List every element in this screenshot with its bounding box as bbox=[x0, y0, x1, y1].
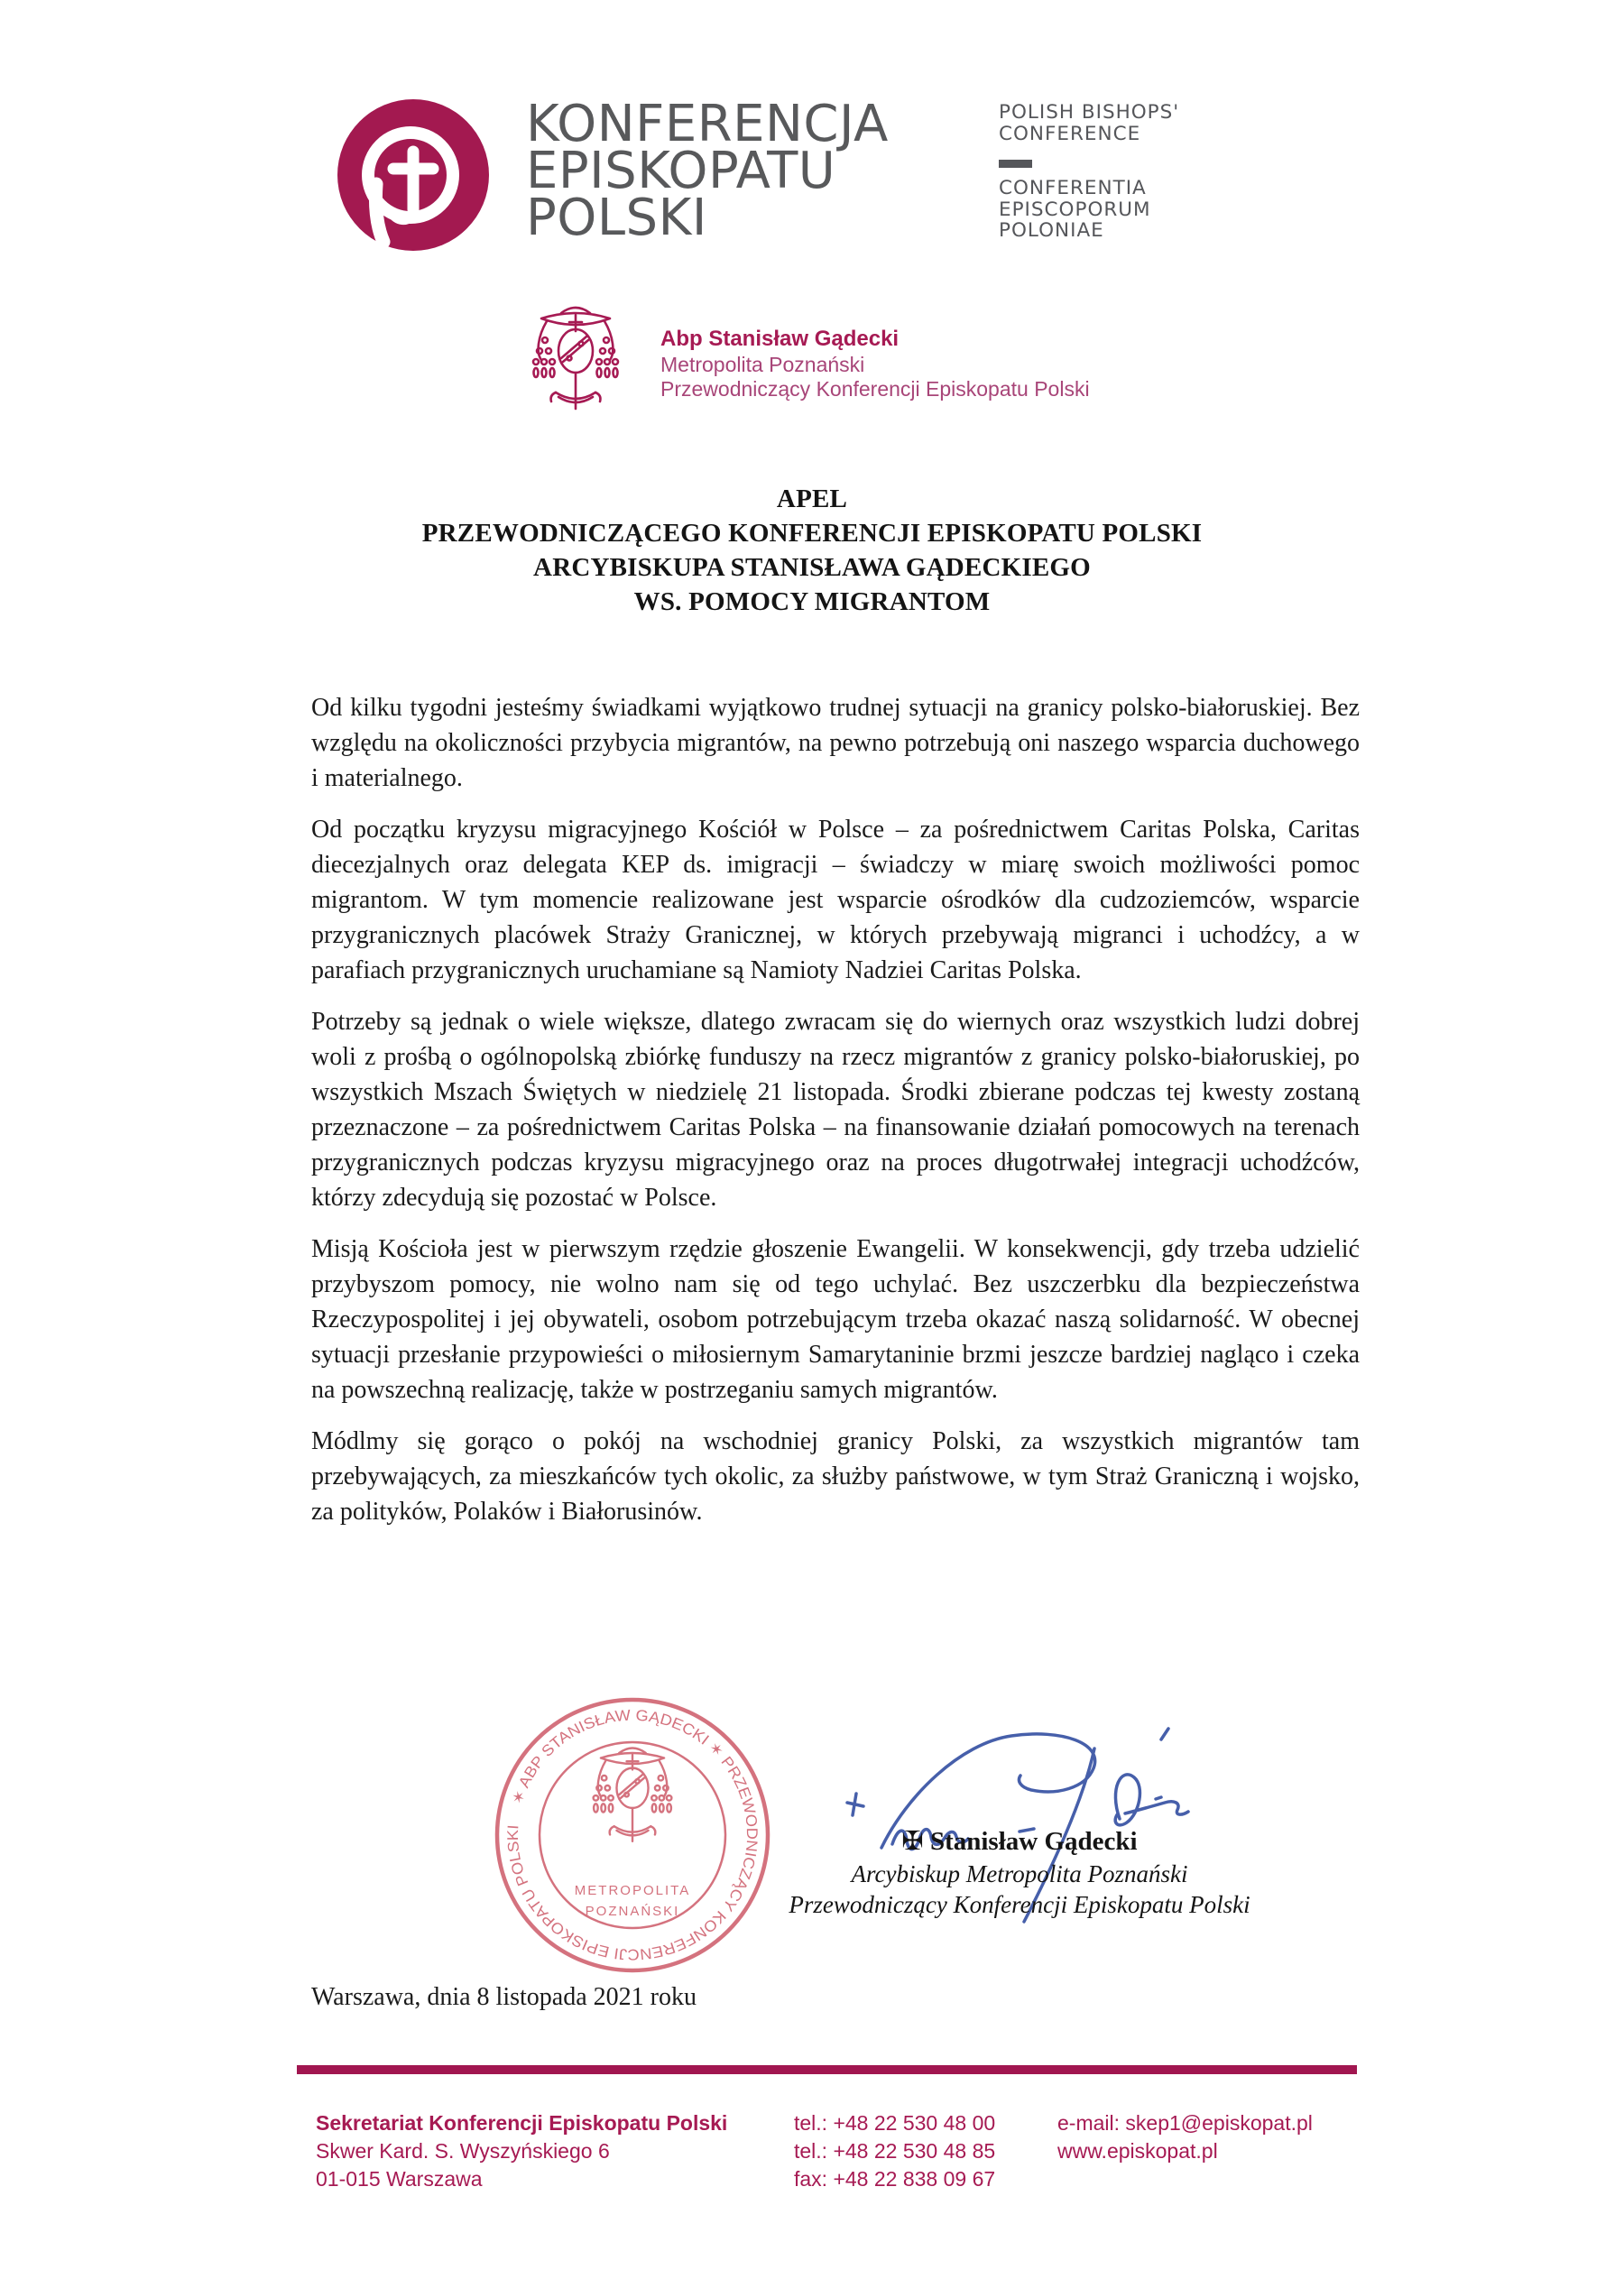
seal-crest-icon bbox=[594, 1748, 672, 1841]
paragraph: Misją Kościoła jest w pierwszym rzędzie głoszenie Ewangelii. W konsekwencji, gdy trzeba udzielić przybyszom pomocy, nie wolno nam się od tego uchylać. Bez uszczerbku dla bezpieczeństwa Rzeczypospolitej i jej obywateli, osobom potrzebującym trzeba okazać naszą solidarność. W obecnej sytuacji przesłanie przypowieści o miłosiernym Samarytaninie brzmi jeszcze bardziej nagląco i czeka na powszechną realizację, także w postrzeganiu samych migrantów. bbox=[311, 1235, 1360, 1404]
org-name-line: POLONIAE bbox=[999, 219, 1104, 242]
title-line: PRZEWODNICZĄCEGO KONFERENCJI EPISKOPATU POLSKI bbox=[421, 519, 1203, 548]
footer-fax: fax: +48 22 838 09 67 bbox=[794, 2167, 996, 2191]
author-name: Abp Stanisław Gądecki bbox=[660, 327, 900, 351]
org-name-line: POLISH BISHOPS' bbox=[999, 101, 1180, 124]
org-name-line: EPISKOPATU bbox=[526, 142, 836, 200]
letter-body bbox=[311, 690, 1360, 1529]
title-line: ARCYBISKUPA STANISŁAWA GĄDECKIEGO bbox=[533, 553, 1091, 582]
title-line: WS. POMOCY MIGRANTOM bbox=[633, 587, 991, 616]
org-name-line: POLSKI bbox=[526, 189, 707, 247]
bishop-crest-icon bbox=[529, 300, 623, 420]
paragraph: Módlmy się gorąco o pokój na wschodniej granicy Polski, za wszystkich migrantów tam przebywających, za mieszkańców tych okolic, za służby państwowe, w tym Straż Graniczną i wojsko, za polityków, Polaków i Białorusinów. bbox=[311, 1427, 1360, 1526]
signatory-role-1: Arcybiskup Metropolita Poznański bbox=[851, 1860, 1188, 1887]
org-name-english bbox=[999, 102, 1179, 145]
kep-logo-icon bbox=[336, 97, 491, 253]
org-name-line: KONFERENCJA bbox=[526, 95, 889, 153]
paragraph: Potrzeby są jednak o wiele większe, dlatego zwracam się do wiernych oraz wszystkich ludzi dobrej woli z prośbą o ogólnopolską zbiórkę funduszy na rzecz migrantów z granicy polsko-białoruskiej, po wszystkich Mszach Świętych w niedzielę 21 listopada. Środki zbierane podczas tej kwesty zostaną przeznaczone – za pośrednictwem Caritas Polska – na finansowanie działań pomocowych na terenach przygranicznych podczas kryzysu migracyjnego oraz na proces długotrwałej integracji uchodźców, którzy zdecydują się pozostać w Polsce. bbox=[311, 1008, 1360, 1212]
org-name-latin bbox=[999, 178, 1151, 242]
footer-website: www.episkopat.pl bbox=[1057, 2139, 1218, 2163]
org-name-polish bbox=[526, 95, 889, 247]
seal-center-line-1: METROPOLITA bbox=[574, 1883, 691, 1898]
footer-address-column bbox=[316, 2109, 727, 2193]
dateline: Warszawa, dnia 8 listopada 2021 roku bbox=[311, 1983, 697, 2011]
footer-rule bbox=[297, 2065, 1357, 2074]
paragraph: Od początku kryzysu migracyjnego Kościół w Polsce – za pośrednictwem Caritas Polska, Caritas diecezjalnych oraz delegata KEP ds. imigracji – świadczy w miarę swoich możliwości pomoc migrantom. W tym momencie realizowane jest wsparcie ośrodków dla cudzoziemców, wsparcie przygranicznych placówek Straży Granicznej, w których przebywają migranci i uchodźcy, a w parafiach przygranicznych uruchamiane są Namioty Nadziei Caritas Polska. bbox=[311, 816, 1360, 984]
footer-street: Skwer Kard. S. Wyszyńskiego 6 bbox=[316, 2139, 610, 2163]
footer-org: Sekretariat Konferencji Episkopatu Polski bbox=[316, 2111, 728, 2135]
footer-tel-1: tel.: +48 22 530 48 00 bbox=[794, 2111, 996, 2135]
footer-online-column bbox=[1057, 2109, 1313, 2165]
signature-block bbox=[753, 1824, 1286, 1920]
document-title bbox=[0, 482, 1624, 619]
paragraph: Od kilku tygodni jesteśmy świadkami wyjątkowo trudnej sytuacji na granicy polsko-białoruskiej. Bez względu na okoliczności przybycia migrantów, na pewno potrzebują oni naszego wsparcia duchowego i materialnego. bbox=[311, 694, 1360, 792]
org-name-line: EPISCOPORUM bbox=[999, 198, 1151, 221]
archbishop-seal-stamp bbox=[492, 1694, 773, 1976]
signatory-role-2: Przewodniczący Konferencji Episkopatu Polski bbox=[789, 1891, 1250, 1918]
title-line: APEL bbox=[776, 484, 848, 513]
author-title-1: Metropolita Poznański bbox=[660, 353, 865, 376]
seal-center-line-2: POZNAŃSKI bbox=[585, 1904, 680, 1919]
author-title-2: Przewodniczący Konferencji Episkopatu Polski bbox=[660, 377, 1090, 401]
footer-email: e-mail: skep1@episkopat.pl bbox=[1057, 2111, 1313, 2135]
org-name-line: CONFERENCE bbox=[999, 123, 1141, 145]
signatory-name: ✠ Stanisław Gądecki bbox=[901, 1827, 1138, 1856]
seal-ring-text: ✶ ABP STANISŁAW GĄDECKI ✶ PRZEWODNICZĄCY KONFERENCJI EPISKOPATU POLSKI bbox=[503, 1706, 761, 1963]
header-divider-dash bbox=[999, 160, 1032, 168]
footer-tel-2: tel.: +48 22 530 48 85 bbox=[794, 2139, 996, 2163]
footer-city: 01-015 Warszawa bbox=[316, 2167, 483, 2191]
footer-phone-column bbox=[794, 2109, 995, 2193]
org-name-line: CONFERENTIA bbox=[999, 177, 1147, 199]
